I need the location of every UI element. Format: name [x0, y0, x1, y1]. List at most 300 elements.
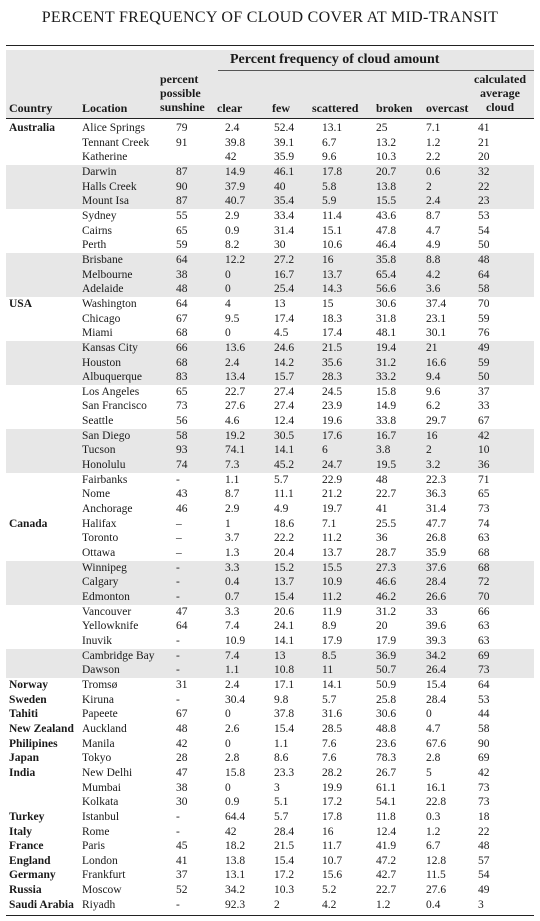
- cell-calc: 73: [478, 503, 490, 516]
- cell-few: 46.1: [274, 165, 295, 178]
- cell-sunshine: 46: [176, 503, 188, 516]
- table-row: [6, 766, 534, 781]
- cell-broken: 22.7: [376, 884, 397, 897]
- cell-broken: 30.6: [376, 708, 397, 721]
- cell-broken: 17.9: [376, 634, 397, 647]
- cell-scattered: 5.7: [322, 693, 337, 706]
- cell-location: Halifax: [82, 517, 117, 530]
- cell-few: 5.7: [274, 473, 289, 486]
- cell-overcast: 1.2: [426, 825, 441, 838]
- cell-clear: 15.8: [225, 766, 246, 779]
- cell-calc: 68: [478, 561, 490, 574]
- cell-calc: 74: [478, 517, 490, 530]
- cell-location: Los Angeles: [82, 385, 140, 398]
- cell-calc: 76: [478, 327, 490, 340]
- cell-few: 8.6: [274, 752, 289, 765]
- table-row: [6, 399, 534, 414]
- cell-location: Inuvik: [82, 634, 113, 647]
- cell-calc: 69: [478, 649, 490, 662]
- cell-clear: 2.4: [225, 122, 240, 134]
- cell-scattered: 14.1: [322, 678, 343, 691]
- cell-few: 16.7: [274, 268, 295, 281]
- cell-location: Tokyo: [82, 752, 112, 765]
- cell-clear: 1.3: [225, 547, 240, 560]
- cell-broken: 1.2: [376, 898, 391, 911]
- cell-few: 1.1: [274, 737, 289, 750]
- cell-few: 10.3: [274, 884, 295, 897]
- cell-overcast: 0.3: [426, 810, 441, 823]
- table-row: [6, 136, 534, 151]
- cell-overcast: 29.7: [426, 415, 447, 428]
- table-row: [6, 663, 534, 678]
- col-header-scattered: scattered: [312, 101, 359, 115]
- cell-location: Ottawa: [82, 547, 116, 560]
- cell-broken: 33.8: [376, 415, 397, 428]
- cell-location: Istanbul: [82, 810, 120, 823]
- cell-clear: 13.8: [225, 854, 246, 867]
- cell-few: 17.2: [274, 869, 295, 882]
- cell-broken: 3.8: [376, 444, 391, 457]
- table-row: [6, 517, 534, 532]
- cell-few: 33.4: [274, 209, 295, 222]
- cell-location: Kiruna: [82, 693, 114, 706]
- cell-clear: 9.5: [225, 312, 240, 325]
- cell-clear: 8.2: [225, 239, 240, 252]
- cell-broken: 20.7: [376, 165, 397, 178]
- cell-location: San Diego: [82, 429, 131, 442]
- cell-calc: 70: [478, 297, 490, 310]
- cell-sunshine: –: [176, 532, 182, 545]
- cell-few: 35.9: [274, 151, 295, 164]
- cell-broken: 19.5: [376, 459, 397, 472]
- cell-scattered: 19.9: [322, 781, 343, 794]
- cell-overcast: 8.7: [426, 209, 441, 222]
- cell-calc: 70: [478, 591, 490, 603]
- cell-scattered: 15.1: [322, 224, 343, 237]
- cell-overcast: 6.7: [426, 840, 441, 853]
- cell-broken: 23.6: [376, 737, 397, 750]
- cell-broken: 47.2: [376, 854, 397, 867]
- cell-overcast: 39.6: [426, 620, 447, 633]
- cell-few: 12.4: [274, 415, 295, 428]
- cell-scattered: 15.5: [322, 561, 343, 574]
- col-header-calc-line2: average: [480, 86, 520, 100]
- cell-calc: 37: [478, 385, 490, 398]
- cell-overcast: 28.4: [426, 576, 447, 589]
- table-row: [6, 429, 534, 444]
- table-row: [6, 268, 534, 283]
- cell-location: Mumbai: [82, 781, 121, 794]
- col-header-calc-line3: cloud: [485, 100, 514, 114]
- cell-overcast: 4.7: [426, 722, 441, 735]
- cell-scattered: 10.6: [322, 239, 343, 252]
- cell-sunshine: -: [176, 693, 180, 706]
- cell-sunshine: 28: [176, 752, 188, 765]
- cell-location: Yellowknife: [82, 620, 139, 633]
- col-header-country: Country: [9, 101, 53, 115]
- cell-overcast: 0: [426, 708, 432, 721]
- cell-calc: 64: [478, 678, 490, 691]
- cell-sunshine: –: [176, 547, 182, 560]
- cell-scattered: 5.8: [322, 180, 337, 193]
- cell-clear: 2.6: [225, 722, 240, 735]
- cell-location: Paris: [82, 840, 105, 853]
- bottom-rule: [6, 915, 534, 916]
- table-row: [6, 795, 534, 810]
- cell-clear: 27.6: [225, 400, 246, 413]
- cell-clear: 0.7: [225, 591, 240, 603]
- cell-few: 15.4: [274, 591, 295, 603]
- cell-clear: 3.3: [225, 561, 240, 574]
- table-row: [6, 737, 534, 752]
- table-row: [6, 649, 534, 664]
- table-row: [6, 121, 534, 136]
- table-row: [6, 180, 534, 195]
- cell-broken: 48.1: [376, 327, 397, 340]
- cell-location: Cairns: [82, 224, 113, 237]
- table-row: [6, 839, 534, 854]
- cell-sunshine: 30: [176, 796, 188, 809]
- cell-few: 18.6: [274, 517, 295, 530]
- table-row: [6, 531, 534, 546]
- cell-few: 2: [274, 898, 280, 911]
- cell-broken: 50.7: [376, 664, 397, 677]
- cell-sunshine: 38: [176, 781, 188, 794]
- cell-country: France: [9, 840, 44, 853]
- table-row: [6, 619, 534, 634]
- cell-few: 13: [274, 297, 286, 310]
- cell-few: 3: [274, 781, 280, 794]
- cell-broken: 54.1: [376, 796, 397, 809]
- cell-overcast: 34.2: [426, 649, 447, 662]
- col-header-calculated: [474, 72, 526, 114]
- table-row: [6, 825, 534, 840]
- cell-sunshine: -: [176, 898, 180, 911]
- cell-few: 13: [274, 649, 286, 662]
- cell-calc: 53: [478, 693, 490, 706]
- cell-overcast: 0.6: [426, 165, 441, 178]
- cell-broken: 41: [376, 503, 388, 516]
- cell-scattered: 28.2: [322, 766, 343, 779]
- cell-scattered: 4.2: [322, 898, 337, 911]
- cell-country: USA: [9, 297, 33, 310]
- cell-broken: 25: [376, 122, 388, 134]
- cell-scattered: 5.2: [322, 884, 337, 897]
- cell-location: Miami: [82, 327, 113, 340]
- cell-overcast: 67.6: [426, 737, 447, 750]
- col-header-calc-line1: calculated: [474, 72, 526, 86]
- cell-location: Mount Isa: [82, 195, 129, 208]
- cell-overcast: 39.3: [426, 634, 447, 647]
- cell-few: 4.9: [274, 503, 289, 516]
- table-row: [6, 487, 534, 502]
- cell-sunshine: 59: [176, 239, 188, 252]
- cell-scattered: 15.6: [322, 869, 343, 882]
- cell-location: Vancouver: [82, 605, 132, 618]
- cell-broken: 41.9: [376, 840, 397, 853]
- cell-clear: 4: [225, 297, 231, 310]
- cell-broken: 22.7: [376, 488, 397, 501]
- cell-country: Turkey: [9, 810, 45, 823]
- cell-sunshine: 73: [176, 400, 188, 413]
- cell-overcast: 47.7: [426, 517, 447, 530]
- cell-sunshine: 87: [176, 165, 188, 178]
- cell-calc: 33: [478, 400, 490, 413]
- table-row: [6, 898, 534, 913]
- cell-location: Adelaide: [82, 283, 124, 296]
- cell-location: Toronto: [82, 532, 119, 545]
- cell-country: Saudi Arabia: [9, 898, 74, 911]
- cell-overcast: 2: [426, 180, 432, 193]
- cell-few: 15.4: [274, 722, 295, 735]
- cell-few: 27.2: [274, 253, 295, 266]
- table-row: [6, 443, 534, 458]
- cell-overcast: 15.4: [426, 678, 447, 691]
- cell-scattered: 11.4: [322, 209, 342, 222]
- cell-sunshine: -: [176, 561, 180, 574]
- cell-overcast: 3.2: [426, 459, 441, 472]
- cell-location: Katherine: [82, 151, 128, 164]
- cell-broken: 26.7: [376, 766, 397, 779]
- cell-scattered: 23.9: [322, 400, 343, 413]
- cell-broken: 15.5: [376, 195, 397, 208]
- cell-scattered: 24.5: [322, 385, 343, 398]
- table-row: [6, 781, 534, 796]
- cell-sunshine: 68: [176, 356, 188, 369]
- cell-location: Washington: [82, 297, 137, 310]
- cell-location: Calgary: [82, 576, 119, 589]
- cell-sunshine: -: [176, 825, 180, 838]
- cell-overcast: 7.1: [426, 122, 441, 134]
- cell-sunshine: –: [176, 517, 182, 530]
- table-row: [6, 326, 534, 341]
- cell-location: Honolulu: [82, 459, 126, 472]
- cell-scattered: 14.3: [322, 283, 343, 296]
- cell-calc: 3: [478, 898, 484, 911]
- cell-calc: 90: [478, 737, 490, 750]
- cell-sunshine: 87: [176, 195, 188, 208]
- cell-sunshine: 37: [176, 869, 188, 882]
- cell-location: Riyadh: [82, 898, 116, 911]
- cell-few: 14.1: [274, 444, 295, 457]
- cell-broken: 10.3: [376, 151, 397, 164]
- cell-scattered: 11.2: [322, 591, 342, 603]
- cell-calc: 42: [478, 429, 490, 442]
- cell-overcast: 4.7: [426, 224, 441, 237]
- cell-calc: 50: [478, 239, 490, 252]
- cell-overcast: 33: [426, 605, 438, 618]
- cell-scattered: 35.6: [322, 356, 343, 369]
- cell-scattered: 19.6: [322, 415, 343, 428]
- cell-sunshine: 58: [176, 429, 188, 442]
- cell-location: Cambridge Bay: [82, 649, 155, 662]
- cell-clear: 34.2: [225, 884, 246, 897]
- cell-scattered: 6: [322, 444, 328, 457]
- cell-broken: 31.2: [376, 356, 397, 369]
- cell-scattered: 28.5: [322, 722, 343, 735]
- cell-few: 25.4: [274, 283, 295, 296]
- table-row: [6, 575, 534, 590]
- cell-few: 20.4: [274, 547, 295, 560]
- cell-calc: 73: [478, 664, 490, 677]
- cell-calc: 50: [478, 371, 490, 384]
- cell-few: 17.4: [274, 312, 295, 325]
- table-row: [6, 751, 534, 766]
- cell-calc: 58: [478, 722, 490, 735]
- col-header-few: few: [272, 101, 290, 115]
- table-row: [6, 414, 534, 429]
- cell-location: Auckland: [82, 722, 127, 735]
- cell-broken: 28.7: [376, 547, 397, 560]
- cell-calc: 42: [478, 766, 490, 779]
- table-row: [6, 546, 534, 561]
- cell-calc: 36: [478, 459, 490, 472]
- cell-sunshine: 31: [176, 678, 188, 691]
- cell-sunshine: 64: [176, 253, 188, 266]
- cell-calc: 66: [478, 605, 490, 618]
- cell-broken: 11.8: [376, 810, 396, 823]
- cell-sunshine: 66: [176, 341, 188, 354]
- cell-few: 5.1: [274, 796, 289, 809]
- table-row: [6, 297, 534, 312]
- cell-overcast: 16: [426, 429, 438, 442]
- cell-few: 4.5: [274, 327, 289, 340]
- cell-overcast: 2: [426, 444, 432, 457]
- cell-sunshine: 68: [176, 327, 188, 340]
- cell-broken: 78.3: [376, 752, 397, 765]
- cell-broken: 42.7: [376, 869, 397, 882]
- cell-sunshine: -: [176, 664, 180, 677]
- cell-location: Sydney: [82, 209, 117, 222]
- cell-few: 14.1: [274, 634, 295, 647]
- cell-overcast: 0.4: [426, 898, 441, 911]
- col-header-clear: clear: [217, 101, 243, 115]
- cell-calc: 63: [478, 634, 490, 647]
- cell-sunshine: 42: [176, 737, 188, 750]
- cell-calc: 73: [478, 796, 490, 809]
- cell-scattered: 8.9: [322, 620, 337, 633]
- cell-calc: 68: [478, 547, 490, 560]
- cell-country: Germany: [9, 869, 56, 882]
- cell-calc: 67: [478, 415, 490, 428]
- cell-clear: 1.1: [225, 664, 240, 677]
- cell-sunshine: 83: [176, 371, 188, 384]
- cell-few: 52.4: [274, 122, 295, 134]
- cell-scattered: 17.4: [322, 327, 343, 340]
- cell-clear: 10.9: [225, 634, 246, 647]
- cell-overcast: 3.6: [426, 283, 441, 296]
- cell-clear: 0: [225, 781, 231, 794]
- col-header-location: Location: [82, 101, 128, 115]
- cell-location: Tromsø: [82, 678, 118, 691]
- cell-overcast: 27.6: [426, 884, 447, 897]
- cell-calc: 59: [478, 312, 490, 325]
- cell-clear: 14.9: [225, 165, 246, 178]
- cell-clear: 1.1: [225, 473, 240, 486]
- cell-location: London: [82, 854, 118, 867]
- cell-location: Halls Creek: [82, 180, 137, 193]
- cell-clear: 74.1: [225, 444, 246, 457]
- cell-clear: 0: [225, 327, 231, 340]
- cell-sunshine: 56: [176, 415, 188, 428]
- cell-calc: 59: [478, 356, 490, 369]
- cell-location: Perth: [82, 239, 107, 252]
- table-row: [6, 473, 534, 488]
- col-header-sunshine-line3: sunshine: [160, 100, 205, 114]
- table-body: [6, 121, 534, 912]
- cell-location: San Francisco: [82, 400, 147, 413]
- cell-overcast: 1.2: [426, 136, 441, 149]
- cell-calc: 71: [478, 473, 490, 486]
- cell-calc: 48: [478, 253, 490, 266]
- cell-sunshine: 65: [176, 224, 188, 237]
- cell-sunshine: 90: [176, 180, 188, 193]
- cell-overcast: 2.8: [426, 752, 441, 765]
- cell-sunshine: 93: [176, 444, 188, 457]
- cell-clear: 39.8: [225, 136, 246, 149]
- cell-clear: 2.9: [225, 209, 240, 222]
- cell-country: Philipines: [9, 737, 58, 750]
- cell-calc: 53: [478, 209, 490, 222]
- table-row: [6, 561, 534, 576]
- cell-broken: 31.2: [376, 605, 397, 618]
- cell-location: Edmonton: [82, 591, 130, 603]
- cell-location: Fairbanks: [82, 473, 128, 486]
- cell-broken: 20: [376, 620, 388, 633]
- cell-clear: 37.9: [225, 180, 246, 193]
- group-header-rule: [218, 70, 534, 71]
- cell-few: 22.2: [274, 532, 295, 545]
- cell-overcast: 6.2: [426, 400, 441, 413]
- cell-overcast: 26.6: [426, 591, 447, 603]
- cell-overcast: 35.9: [426, 547, 447, 560]
- cell-location: Moscow: [82, 884, 122, 897]
- cell-few: 35.4: [274, 195, 295, 208]
- cell-clear: 12.2: [225, 253, 246, 266]
- cell-location: Melbourne: [82, 268, 133, 281]
- cell-scattered: 10.7: [322, 854, 343, 867]
- cell-few: 40: [274, 180, 286, 193]
- cell-clear: 18.2: [225, 840, 246, 853]
- cell-broken: 25.8: [376, 693, 397, 706]
- cell-location: Tennant Creek: [82, 136, 150, 149]
- table-row: [6, 634, 534, 649]
- cell-scattered: 7.6: [322, 752, 337, 765]
- cell-overcast: 22.8: [426, 796, 447, 809]
- cell-scattered: 17.9: [322, 634, 343, 647]
- cell-location: Rome: [82, 825, 110, 838]
- cell-scattered: 11.2: [322, 532, 342, 545]
- cell-clear: 7.4: [225, 620, 240, 633]
- cell-location: Darwin: [82, 165, 117, 178]
- cell-few: 15.2: [274, 561, 295, 574]
- cell-scattered: 21.5: [322, 341, 343, 354]
- cell-clear: 22.7: [225, 385, 246, 398]
- cell-sunshine: 67: [176, 312, 188, 325]
- cell-broken: 13.2: [376, 136, 397, 149]
- cell-calc: 72: [478, 576, 490, 589]
- cell-clear: 3.7: [225, 532, 240, 545]
- cell-country: New Zealand: [9, 722, 74, 735]
- cell-calc: 63: [478, 532, 490, 545]
- cell-overcast: 16.1: [426, 781, 447, 794]
- cell-sunshine: 74: [176, 459, 188, 472]
- cell-overcast: 12.8: [426, 854, 447, 867]
- cell-few: 28.4: [274, 825, 295, 838]
- cell-clear: 1: [225, 517, 231, 530]
- cell-clear: 30.4: [225, 693, 246, 706]
- cell-overcast: 9.6: [426, 385, 441, 398]
